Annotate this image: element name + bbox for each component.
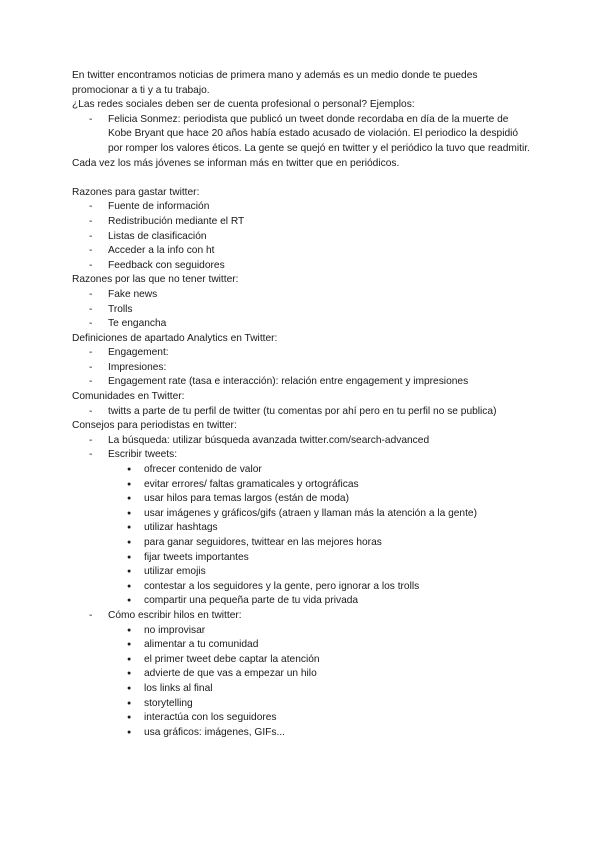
bullet-item: ● evitar errores/ faltas gramaticales y ortográficas: [72, 478, 532, 493]
blank-line: [72, 171, 532, 186]
bullet-item: ● utilizar hashtags: [72, 521, 532, 536]
list-item: - Escribir tweets:: [72, 448, 532, 463]
threads-label-list: [72, 609, 532, 624]
example-list: [72, 113, 532, 157]
section-heading: Consejos para periodistas en twitter:: [72, 420, 237, 432]
bullet-item: ● para ganar seguidores, twittear en las mejores horas: [72, 536, 532, 551]
bullet-item: ● ofrecer contenido de valor: [72, 463, 532, 478]
list-item: - Feedback con seguidores: [72, 259, 532, 274]
section-heading: Razones por las que no tener twitter:: [72, 274, 239, 286]
bullet-item: ● usar hilos para temas largos (están de moda): [72, 492, 532, 507]
list-item: - Impresiones:: [72, 361, 532, 376]
section-heading: Razones para gastar twitter:: [72, 186, 200, 198]
thread-tips-list: [72, 624, 532, 741]
write-tips-list: [72, 463, 532, 609]
list-item: - Felicia Sonmez: periodista que publicó un tweet donde recordaba en día de la muerte de Kobe Bryant que hace 20 años había estado acusado de violación. El periodico la despidió por romper los valores éticos. La gente se quejó en twitter y el periódico la tuvo que readmitir.: [72, 113, 532, 157]
bullet-item: ● contestar a los seguidores y la gente, pero ignorar a los trolls: [72, 580, 532, 595]
bullet-item: ● advierte de que vas a empezar un hilo: [72, 667, 532, 682]
list-item: - Acceder a la info con ht: [72, 244, 532, 259]
tips-list: [72, 434, 532, 463]
bullet-item: ● fijar tweets importantes: [72, 551, 532, 566]
section-heading: Definiciones de apartado Analytics en Twitter:: [72, 332, 278, 344]
list-item: - Te engancha: [72, 317, 532, 332]
bullet-item: ● usar imágenes y gráficos/gifs (atraen y llaman más la atención a la gente): [72, 507, 532, 522]
list-item: - Fuente de información: [72, 200, 532, 215]
list-item: - Listas de clasificación: [72, 230, 532, 245]
bullet-item: ● usa gráficos: imágenes, GIFs...: [72, 726, 532, 741]
communities-list: [72, 405, 532, 420]
bullet-item: ● no improvisar: [72, 624, 532, 639]
list-item: - Cómo escribir hilos en twitter:: [72, 609, 532, 624]
list-item: - Trolls: [72, 303, 532, 318]
bullet-item: ● el primer tweet debe captar la atención: [72, 653, 532, 668]
list-item: - Engagement:: [72, 346, 532, 361]
question-paragraph: ¿Las redes sociales deben ser de cuenta profesional o personal? Ejemplos:: [72, 99, 415, 111]
list-item: - La búsqueda: utilizar búsqueda avanzada twitter.com/search-advanced: [72, 434, 532, 449]
list-item: - Redistribución mediante el RT: [72, 215, 532, 230]
reasons-not-list: [72, 288, 532, 332]
list-item: - Fake news: [72, 288, 532, 303]
bullet-item: ● utilizar emojis: [72, 565, 532, 580]
analytics-list: [72, 346, 532, 390]
list-item: - Engagement rate (tasa e interacción): relación entre engagement y impresiones: [72, 375, 532, 390]
intro-paragraph: En twitter encontramos noticias de primera mano y además es un medio donde te puedes promocionar a ti y a tu trabajo.: [72, 70, 478, 96]
document-page: [72, 69, 532, 740]
bullet-item: ● storytelling: [72, 697, 532, 712]
list-item: - twitts a parte de tu perfil de twitter (tu comentas por ahí pero en tu perfil no se publica): [72, 405, 532, 420]
trend-paragraph: Cada vez los más jóvenes se informan más en twitter que en periódicos.: [72, 157, 400, 169]
bullet-item: ● interactúa con los seguidores: [72, 711, 532, 726]
bullet-item: ● los links al final: [72, 682, 532, 697]
section-heading: Comunidades en Twitter:: [72, 391, 185, 403]
bullet-item: ● alimentar a tu comunidad: [72, 638, 532, 653]
bullet-item: ● compartir una pequeña parte de tu vida privada: [72, 594, 532, 609]
reasons-use-list: [72, 200, 532, 273]
